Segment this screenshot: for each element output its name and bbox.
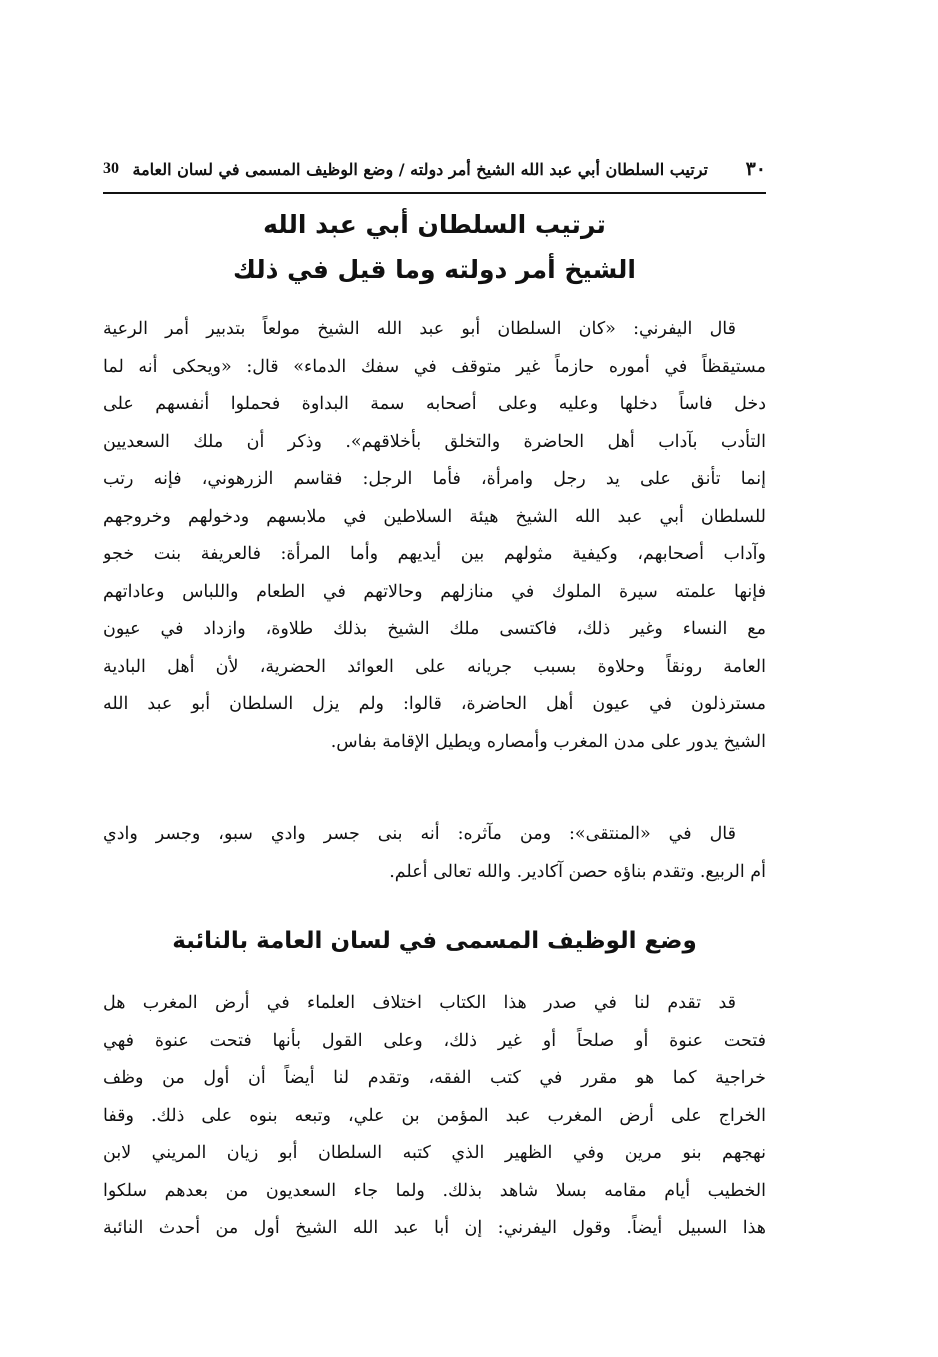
text-line: للسلطان أبي عبد الله الشيخ هيئة السلاطين في ملابسهم ودخولهم وخروجهم bbox=[103, 506, 766, 527]
text-line: وآداب أصحابهم، وكيفية مثولهم بين أيديهم وأما المرأة: فالعريفة بنت خجو bbox=[103, 544, 766, 564]
text-line: دخل فاساً دخلها وعليه وعلى أصحابه سمة البداوة فحملوا أنفسهم على bbox=[103, 394, 766, 414]
text-line: الخراج على أرض المغرب عبد المؤمن بن علي، وتبعه بنوه على ذلك. وقفا bbox=[103, 1105, 766, 1126]
paragraph-2 bbox=[103, 816, 766, 891]
section-heading-line-1: ترتيب السلطان أبي عبد الله bbox=[263, 210, 606, 239]
text-line: الشيخ يدور على مدن المغرب وأمصاره ويطيل الإقامة بفاس. bbox=[330, 731, 766, 752]
text-line: خراجية كما هو مقرر في كتب الفقه، وتقدم لنا أيضاً أن أول من وظف bbox=[103, 1068, 766, 1088]
text-line: أم الربيع. وتقدم بناؤه حصن آكادير. والله تعالى أعلم. bbox=[389, 861, 766, 882]
running-title: ترتيب السلطان أبي عبد الله الشيخ أمر دولته / وضع الوظيف المسمى في لسان العامة bbox=[132, 160, 708, 179]
text-line: الخطيب أيام مقامه بسلا شاهد بذلك. ولما جاء السعديون من بعدهم سلكوا bbox=[103, 1180, 766, 1201]
text-line: هذا السبيل أيضاً. وقول اليفرني: إن أبا عبد الله الشيخ أول من أحدث النائبة bbox=[103, 1218, 766, 1238]
text-line: التأدب بآداب أهل الحاضرة والتخلق بأخلاقهم». وذكر أن ملك السعديين bbox=[103, 431, 766, 452]
text-line: مسترذلون في عيون أهل الحاضرة، قالوا: ولم يزل السلطان أبو عبد الله bbox=[103, 694, 766, 714]
running-header bbox=[103, 156, 766, 194]
paragraph-3 bbox=[103, 985, 766, 1248]
section-heading-line-2: الشيخ أمر دولته وما قيل في ذلك bbox=[232, 255, 636, 284]
text-line: فإنها علمته سيرة الملوك في منازلهم وحالاتهم في الطعام واللباس وعاداتهم bbox=[103, 581, 766, 602]
page-number-latin: 30 bbox=[103, 160, 119, 177]
text-line: فتحت عنوة أو صلحاً أو غير ذلك، وعلى القول بأنها فتحت عنوة فهي bbox=[103, 1030, 766, 1051]
paragraph-1 bbox=[103, 311, 766, 761]
section-heading-2: وضع الوظيف المسمى في لسان العامة بالنائبة bbox=[172, 928, 697, 954]
page-number-arabic: ٣٠ bbox=[745, 158, 766, 180]
text-line: مستيقظاً في أموره حازماً غير متوقف في سفك الدماء» قال: «ويحكى أنه لما bbox=[103, 356, 766, 377]
text-line: نهجهم بنو مرين وفي الظهير الذي كتبه السلطان أبو زيان المريني لابن bbox=[103, 1143, 766, 1163]
text-line: قال في «المنتقى»: ومن مآثره: أنه بنى جسر وادي سبو، وجسر وادي bbox=[103, 824, 736, 844]
text-line: مع النساء وغير ذلك، فاكتسى ملك الشيخ بذلك طلاوة، وازداد في عيون bbox=[103, 619, 766, 639]
text-line: قال اليفرني: «كان السلطان أبو عبد الله الشيخ مولعاً بتدبير أمر الرعية bbox=[103, 319, 736, 339]
text-line: قد تقدم لنا في صدر هذا الكتاب اختلاف العلماء في أرض المغرب هل bbox=[103, 993, 736, 1013]
text-line: العامة رونقاً وحلاوة بسبب جريانه على العوائد الحضرية، لأن أهل البادية bbox=[103, 656, 766, 677]
text-line: إنما تأنق على يد رجل وامرأة، فأما الرجل: فقاسم الزرهوني، فإنه رتب bbox=[103, 469, 766, 489]
